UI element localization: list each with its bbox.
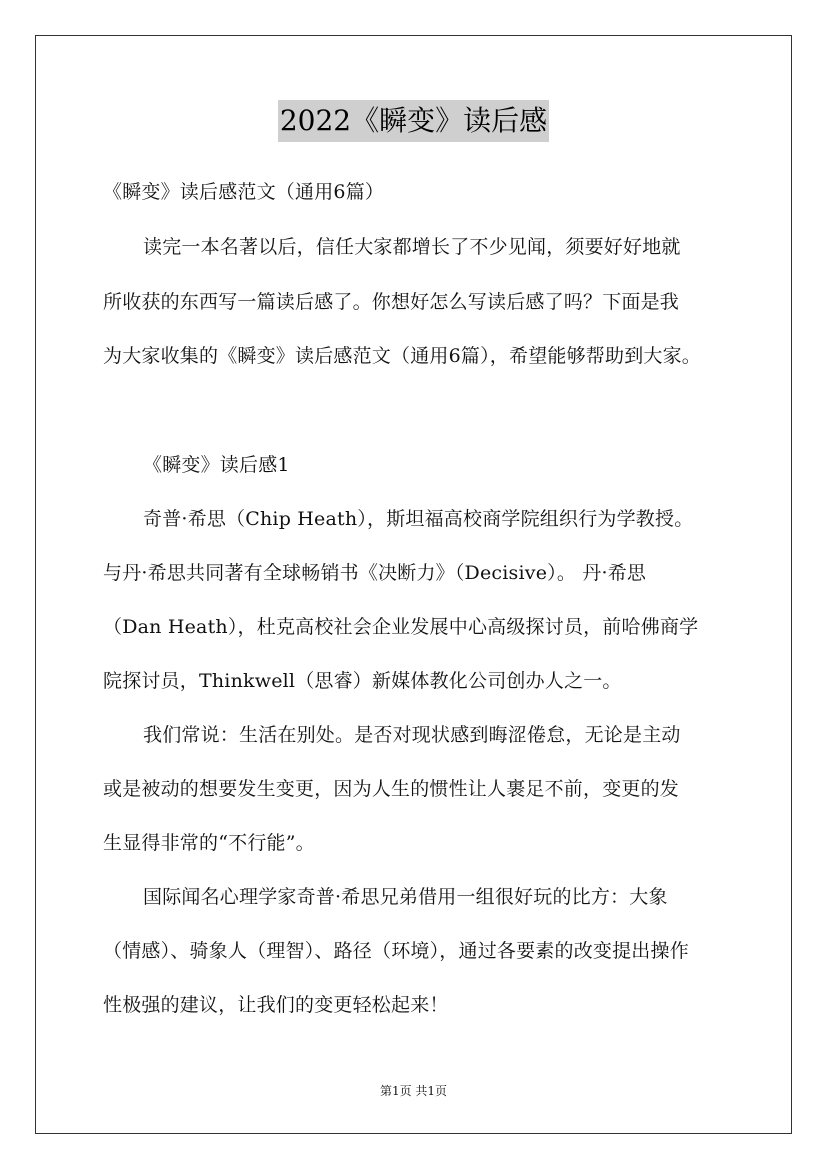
intro-line-2: 所收获的东西写一篇读后感了。你想好怎么写读后感了吗？下面是我 xyxy=(103,291,680,313)
para3-line-3: 性极强的建议，让我们的变更轻松起来！ xyxy=(103,994,449,1016)
para3-line-1: 国际闻名心理学家奇普·希思兄弟借用一组很好玩的比方：大象 xyxy=(143,886,668,908)
para1-line-4: 院探讨员，Thinkwell（思睿）新媒体教化公司创办人之一。 xyxy=(103,670,622,692)
intro-line-1: 读完一本名著以后，信任大家都增长了不少见闻，须要好好地就 xyxy=(143,236,681,258)
subtitle: 《瞬变》读后感范文（通用6篇） xyxy=(103,181,385,203)
para2-line-2: 或是被动的想要发生变更，因为人生的惯性让人裹足不前，变更的发 xyxy=(103,778,680,800)
document-title: 2022《瞬变》读后感 xyxy=(278,100,549,142)
para3-line-2: （情感）、骑象人（理智）、路径（环境），通过各要素的改变提出操作 xyxy=(103,940,689,962)
section-heading: 《瞬变》读后感1 xyxy=(143,454,290,476)
para2-line-1: 我们常说：生活在别处。是否对现状感到晦涩倦怠，无论是主动 xyxy=(143,724,681,746)
page-footer: 第1页 共1页 xyxy=(379,1084,448,1098)
para1-line-3: （Dan Heath），杜克高校社会企业发展中心高级探讨员，前哈佛商学 xyxy=(103,616,699,638)
document-title-wrap xyxy=(0,100,827,142)
para2-line-3: 生显得非常的“不行能”。 xyxy=(103,832,315,854)
para1-line-2: 与丹·希思共同著有全球畅销书《决断力》（Decisive）。 丹·希思 xyxy=(103,562,647,584)
intro-line-3: 为大家收集的《瞬变》读后感范文（通用6篇），希望能够帮助到大家。 xyxy=(103,345,701,367)
para1-line-1: 奇普·希思（Chip Heath），斯坦福高校商学院组织行为学教授。 xyxy=(143,508,694,530)
